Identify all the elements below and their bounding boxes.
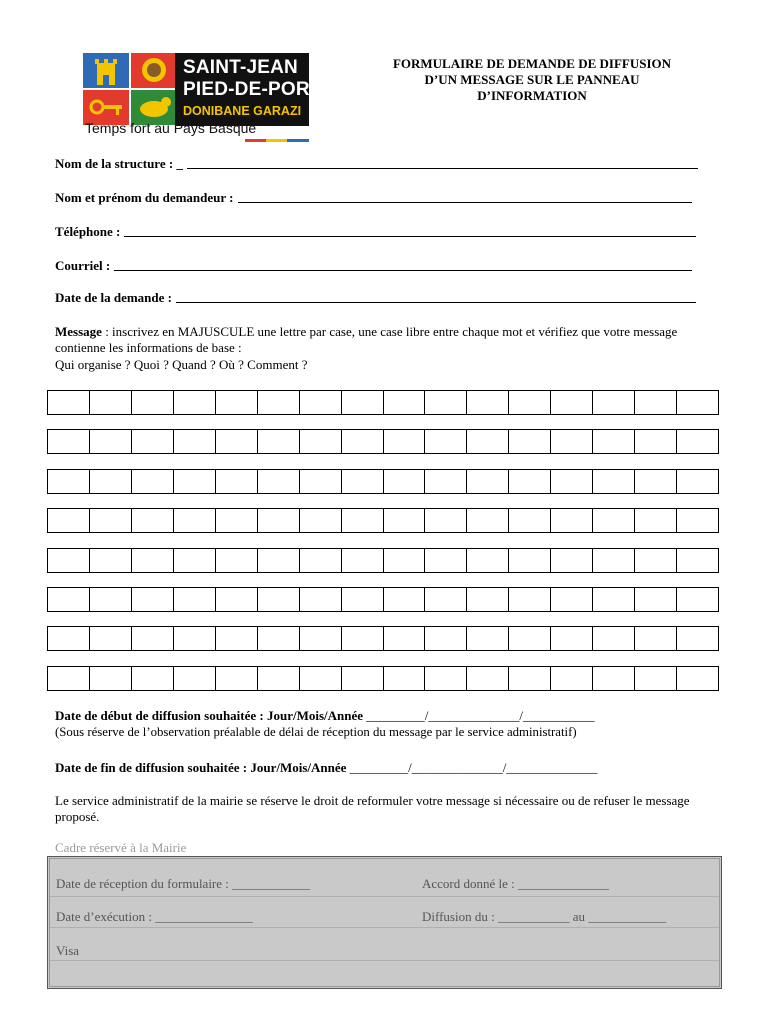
- letter-box[interactable]: [131, 470, 173, 493]
- letter-box[interactable]: [257, 627, 299, 650]
- letter-box[interactable]: [215, 470, 257, 493]
- letter-box[interactable]: [89, 667, 131, 690]
- letter-box[interactable]: [173, 470, 215, 493]
- letter-box[interactable]: [89, 430, 131, 453]
- letter-box[interactable]: [550, 509, 592, 532]
- letter-box[interactable]: [676, 470, 718, 493]
- visa-field[interactable]: Visa: [56, 943, 80, 958]
- logo-color-bar: [245, 139, 309, 142]
- letter-box[interactable]: [173, 588, 215, 611]
- letter-box[interactable]: [466, 470, 508, 493]
- letter-box[interactable]: [48, 470, 89, 493]
- reserved-box-label: Cadre réservé à la Mairie: [55, 840, 187, 855]
- letter-box[interactable]: [676, 549, 718, 572]
- letter-box[interactable]: [48, 627, 89, 650]
- letter-box[interactable]: [89, 470, 131, 493]
- letter-box[interactable]: [676, 391, 718, 414]
- letter-box[interactable]: [634, 667, 676, 690]
- grid-row: [47, 587, 719, 612]
- letter-box[interactable]: [131, 430, 173, 453]
- letter-box[interactable]: [634, 430, 676, 453]
- logo-tagline: Temps fort au Pays Basque: [85, 120, 257, 136]
- letter-box[interactable]: [341, 667, 383, 690]
- logo-wordmark: [175, 53, 322, 126]
- message-label: Message: [55, 324, 102, 339]
- logo: [55, 40, 337, 150]
- start-date-note: (Sous réserve de l’observation préalable de délai de réception du message par le service administratif): [55, 725, 577, 739]
- structure-line[interactable]: [187, 159, 698, 169]
- letter-box[interactable]: [383, 627, 425, 650]
- grid-row: [47, 666, 719, 691]
- letter-box[interactable]: [131, 667, 173, 690]
- letter-box[interactable]: [215, 549, 257, 572]
- letter-box[interactable]: [299, 470, 341, 493]
- telephone-line[interactable]: [124, 227, 696, 237]
- logo-line-3: DONIBANE GARAZI: [183, 104, 302, 118]
- date-demande-label: Date de la demande :: [55, 290, 172, 305]
- letter-box[interactable]: [550, 667, 592, 690]
- letter-box[interactable]: [173, 430, 215, 453]
- courriel-line[interactable]: [114, 261, 692, 271]
- date-demande-line[interactable]: [176, 293, 696, 303]
- letter-box[interactable]: [466, 667, 508, 690]
- letter-box[interactable]: [173, 549, 215, 572]
- letter-box[interactable]: [173, 509, 215, 532]
- letter-box[interactable]: [131, 627, 173, 650]
- reception-date-field[interactable]: Date de réception du formulaire : ____________: [56, 876, 311, 891]
- letter-box[interactable]: [466, 549, 508, 572]
- letter-box[interactable]: [341, 588, 383, 611]
- letter-box[interactable]: [592, 627, 634, 650]
- letter-box[interactable]: [341, 470, 383, 493]
- letter-box[interactable]: [257, 430, 299, 453]
- title-line-1: FORMULAIRE DE DEMANDE DE DIFFUSION: [392, 56, 672, 71]
- grid-row: [47, 390, 719, 415]
- letter-box[interactable]: [299, 391, 341, 414]
- letter-box[interactable]: [341, 391, 383, 414]
- letter-box[interactable]: [424, 509, 466, 532]
- letter-box[interactable]: [508, 667, 550, 690]
- letter-box[interactable]: [48, 509, 89, 532]
- structure-field[interactable]: [55, 154, 698, 172]
- letter-box[interactable]: [215, 509, 257, 532]
- letter-box[interactable]: [131, 549, 173, 572]
- letter-box[interactable]: [508, 391, 550, 414]
- letter-box[interactable]: [466, 509, 508, 532]
- letter-box[interactable]: [48, 391, 89, 414]
- letter-box[interactable]: [424, 430, 466, 453]
- execution-date-field[interactable]: Date d’exécution : _______________: [56, 909, 253, 924]
- courriel-label: Courriel :: [55, 258, 111, 273]
- letter-box[interactable]: [48, 667, 89, 690]
- letter-box[interactable]: [257, 470, 299, 493]
- grid-row: [47, 429, 719, 454]
- letter-box[interactable]: [215, 391, 257, 414]
- demandeur-line[interactable]: [238, 193, 692, 203]
- letter-box[interactable]: [550, 391, 592, 414]
- letter-box[interactable]: [466, 430, 508, 453]
- reserved-box: [47, 856, 722, 989]
- letter-box[interactable]: [424, 667, 466, 690]
- logo-line-1: SAINT-JEAN: [183, 57, 298, 78]
- letter-box[interactable]: [634, 391, 676, 414]
- letter-box[interactable]: [299, 549, 341, 572]
- letter-box[interactable]: [173, 667, 215, 690]
- coat-of-arms-icon: [83, 53, 177, 125]
- letter-box[interactable]: [634, 549, 676, 572]
- letter-box[interactable]: [383, 470, 425, 493]
- reserved-box-inner: [49, 858, 720, 987]
- message-questions: Qui organise ? Quoi ? Quand ? Où ? Comment ?: [55, 357, 308, 372]
- letter-box[interactable]: [131, 588, 173, 611]
- telephone-field[interactable]: [55, 222, 696, 240]
- reserved-separator: [50, 927, 719, 928]
- letter-box[interactable]: [592, 588, 634, 611]
- letter-box[interactable]: [676, 509, 718, 532]
- letter-box[interactable]: [592, 470, 634, 493]
- letter-box[interactable]: [215, 588, 257, 611]
- end-date-blanks[interactable]: _________/______________/______________: [349, 760, 598, 775]
- letter-box[interactable]: [215, 430, 257, 453]
- letter-box[interactable]: [466, 391, 508, 414]
- reserved-separator: [50, 960, 719, 961]
- reserved-separator: [50, 896, 719, 897]
- letter-box[interactable]: [508, 588, 550, 611]
- letter-box[interactable]: [383, 667, 425, 690]
- letter-box[interactable]: [215, 627, 257, 650]
- title-line-2: D’UN MESSAGE SUR LE PANNEAU: [424, 72, 640, 87]
- letter-box[interactable]: [173, 627, 215, 650]
- letter-box[interactable]: [550, 549, 592, 572]
- letter-box[interactable]: [676, 627, 718, 650]
- letter-box[interactable]: [299, 627, 341, 650]
- letter-box[interactable]: [592, 430, 634, 453]
- letter-box[interactable]: [383, 588, 425, 611]
- message-text: : inscrivez en MAJUSCULE une lettre par case, une case libre entre chaque mot et vérifiez que votre message contienne les informations de base :: [55, 324, 678, 355]
- letter-box[interactable]: [634, 509, 676, 532]
- start-date-blanks[interactable]: _________/______________/___________: [366, 708, 595, 723]
- letter-box[interactable]: [341, 627, 383, 650]
- letter-box[interactable]: [173, 391, 215, 414]
- letter-box[interactable]: [508, 470, 550, 493]
- letter-box[interactable]: [48, 588, 89, 611]
- letter-box[interactable]: [299, 588, 341, 611]
- letter-box[interactable]: [383, 430, 425, 453]
- letter-box[interactable]: [89, 627, 131, 650]
- letter-box[interactable]: [257, 588, 299, 611]
- letter-box[interactable]: [89, 509, 131, 532]
- letter-box[interactable]: [634, 588, 676, 611]
- letter-box[interactable]: [550, 430, 592, 453]
- letter-box[interactable]: [676, 588, 718, 611]
- letter-box[interactable]: [550, 627, 592, 650]
- letter-box[interactable]: [48, 430, 89, 453]
- letter-box[interactable]: [592, 667, 634, 690]
- letter-box[interactable]: [299, 509, 341, 532]
- letter-box[interactable]: [466, 588, 508, 611]
- letter-box[interactable]: [89, 549, 131, 572]
- end-date-label: Date de fin de diffusion souhaitée : Jour/Mois/Année: [55, 760, 347, 775]
- start-date-line: [55, 708, 595, 724]
- end-date-line: [55, 760, 597, 776]
- message-instructions: [55, 324, 715, 356]
- letter-box[interactable]: [592, 549, 634, 572]
- demandeur-field[interactable]: [55, 188, 692, 206]
- letter-box[interactable]: [508, 509, 550, 532]
- grid-row: [47, 626, 719, 651]
- letter-box[interactable]: [676, 667, 718, 690]
- letter-grid: [47, 390, 719, 705]
- letter-box[interactable]: [341, 549, 383, 572]
- diffusion-range-field[interactable]: Diffusion du : ___________ au ____________: [422, 909, 667, 924]
- letter-box[interactable]: [592, 509, 634, 532]
- title-line-3: D’INFORMATION: [477, 88, 587, 103]
- start-date-label: Date de début de diffusion souhaitée : Jour/Mois/Année: [55, 708, 364, 723]
- grid-row: [47, 548, 719, 573]
- structure-label: Nom de la structure : _: [55, 156, 183, 171]
- letter-box[interactable]: [383, 549, 425, 572]
- letter-box[interactable]: [508, 627, 550, 650]
- letter-box[interactable]: [508, 549, 550, 572]
- letter-box[interactable]: [634, 627, 676, 650]
- letter-box[interactable]: [466, 627, 508, 650]
- letter-box[interactable]: [383, 391, 425, 414]
- grid-row: [47, 508, 719, 533]
- letter-box[interactable]: [424, 470, 466, 493]
- letter-box[interactable]: [424, 391, 466, 414]
- letter-box[interactable]: [299, 430, 341, 453]
- letter-box[interactable]: [257, 667, 299, 690]
- logo-line-2: PIED-DE-PORT: [183, 79, 322, 100]
- letter-box[interactable]: [424, 588, 466, 611]
- courriel-field[interactable]: [55, 256, 692, 274]
- letter-box[interactable]: [299, 667, 341, 690]
- letter-box[interactable]: [131, 509, 173, 532]
- letter-box[interactable]: [508, 430, 550, 453]
- letter-box[interactable]: [341, 509, 383, 532]
- letter-box[interactable]: [89, 391, 131, 414]
- letter-box[interactable]: [383, 509, 425, 532]
- letter-box[interactable]: [550, 470, 592, 493]
- letter-box[interactable]: [550, 588, 592, 611]
- letter-box[interactable]: [424, 549, 466, 572]
- letter-box[interactable]: [215, 667, 257, 690]
- letter-box[interactable]: [424, 627, 466, 650]
- letter-box[interactable]: [257, 509, 299, 532]
- letter-box[interactable]: [257, 549, 299, 572]
- letter-box[interactable]: [48, 549, 89, 572]
- letter-box[interactable]: [592, 391, 634, 414]
- letter-box[interactable]: [131, 391, 173, 414]
- date-demande-field[interactable]: [55, 288, 696, 306]
- reformulation-notice: Le service administratif de la mairie se réserve le droit de reformuler votre message si nécessaire ou de refuser le message proposé.: [55, 793, 690, 824]
- telephone-label: Téléphone :: [55, 224, 121, 239]
- letter-box[interactable]: [257, 391, 299, 414]
- accord-date-field[interactable]: Accord donné le : ______________: [422, 876, 610, 891]
- letter-box[interactable]: [676, 430, 718, 453]
- demandeur-label: Nom et prénom du demandeur :: [55, 190, 234, 205]
- grid-row: [47, 469, 719, 494]
- letter-box[interactable]: [341, 430, 383, 453]
- letter-box[interactable]: [89, 588, 131, 611]
- form-title: [350, 56, 714, 104]
- letter-box[interactable]: [634, 470, 676, 493]
